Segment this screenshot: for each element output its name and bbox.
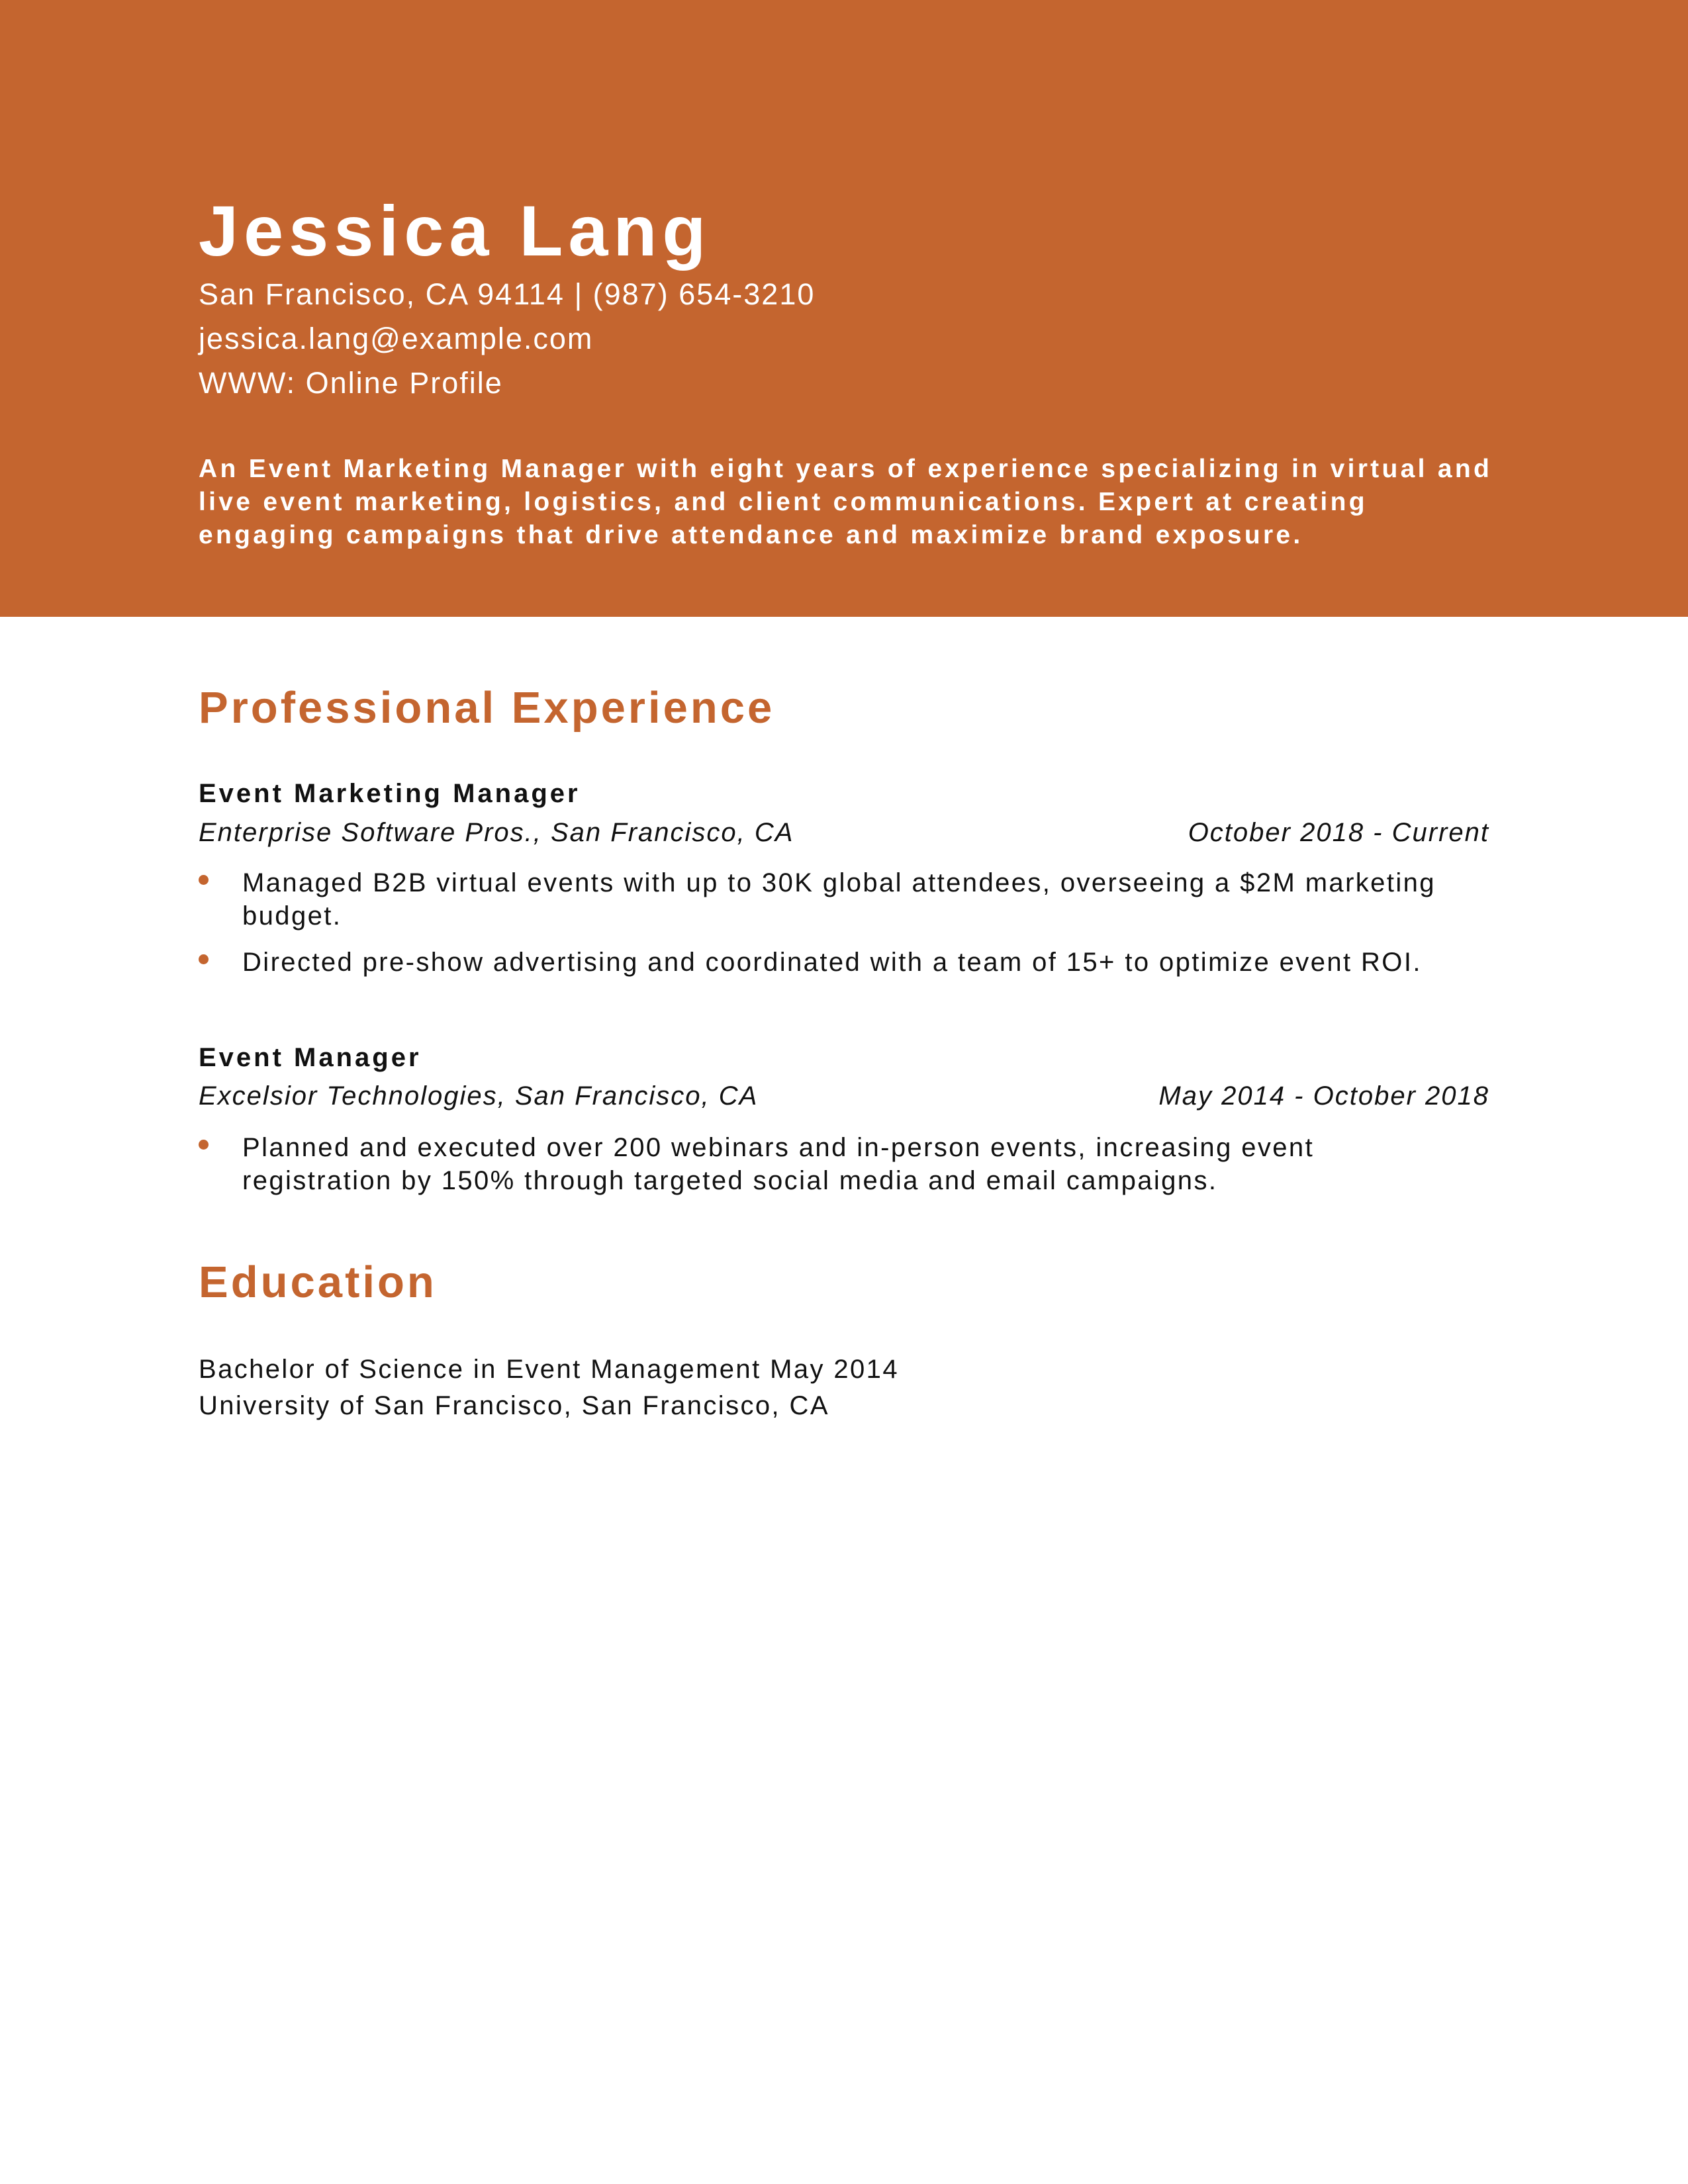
job-dates: October 2018 - Current	[1188, 818, 1489, 847]
job-dates: May 2014 - October 2018	[1158, 1081, 1489, 1111]
job-company: Enterprise Software Pros., San Francisco, CA	[199, 818, 794, 847]
job-bullet	[199, 946, 1456, 979]
job-bullet-text: Directed pre-show advertising and coordinated with a team of 15+ to optimize event ROI.	[242, 948, 1422, 977]
job-bullet-list	[199, 866, 1456, 992]
bullet-dot-icon	[199, 954, 209, 964]
bullet-dot-icon	[199, 1140, 209, 1150]
job-title: Event Marketing Manager	[199, 779, 581, 808]
education-heading: Education	[199, 1257, 437, 1307]
education-degree: Bachelor of Science in Event Management May 2014	[199, 1355, 899, 1384]
job-bullet-list	[199, 1131, 1456, 1210]
resume-header	[0, 0, 1688, 617]
experience-heading: Professional Experience	[199, 683, 775, 733]
job-bullet	[199, 866, 1456, 933]
job-bullet-text: Planned and executed over 200 webinars and in-person events, increasing event registration by 150% through targeted social media and email campaigns.	[242, 1133, 1315, 1195]
email-address: jessica.lang@example.com	[199, 322, 594, 355]
candidate-name: Jessica Lang	[199, 191, 712, 271]
professional-summary: An Event Marketing Manager with eight years of experience specializing in virtual and live event marketing, logistics, and client communications. Expert at creating engaging campaigns that drive attendance and maximize brand exposure.	[199, 455, 1493, 549]
website-link: WWW: Online Profile	[199, 366, 503, 400]
job-bullet-text: Managed B2B virtual events with up to 30K global attendees, overseeing a $2M marketing budget.	[242, 868, 1436, 931]
job-bullet	[199, 1131, 1456, 1197]
job-company: Excelsior Technologies, San Francisco, CA	[199, 1081, 759, 1111]
education-school: University of San Francisco, San Francisco, CA	[199, 1391, 829, 1420]
job-title: Event Manager	[199, 1043, 422, 1072]
bullet-dot-icon	[199, 875, 209, 885]
location-phone: San Francisco, CA 94114 | (987) 654-3210	[199, 277, 816, 311]
